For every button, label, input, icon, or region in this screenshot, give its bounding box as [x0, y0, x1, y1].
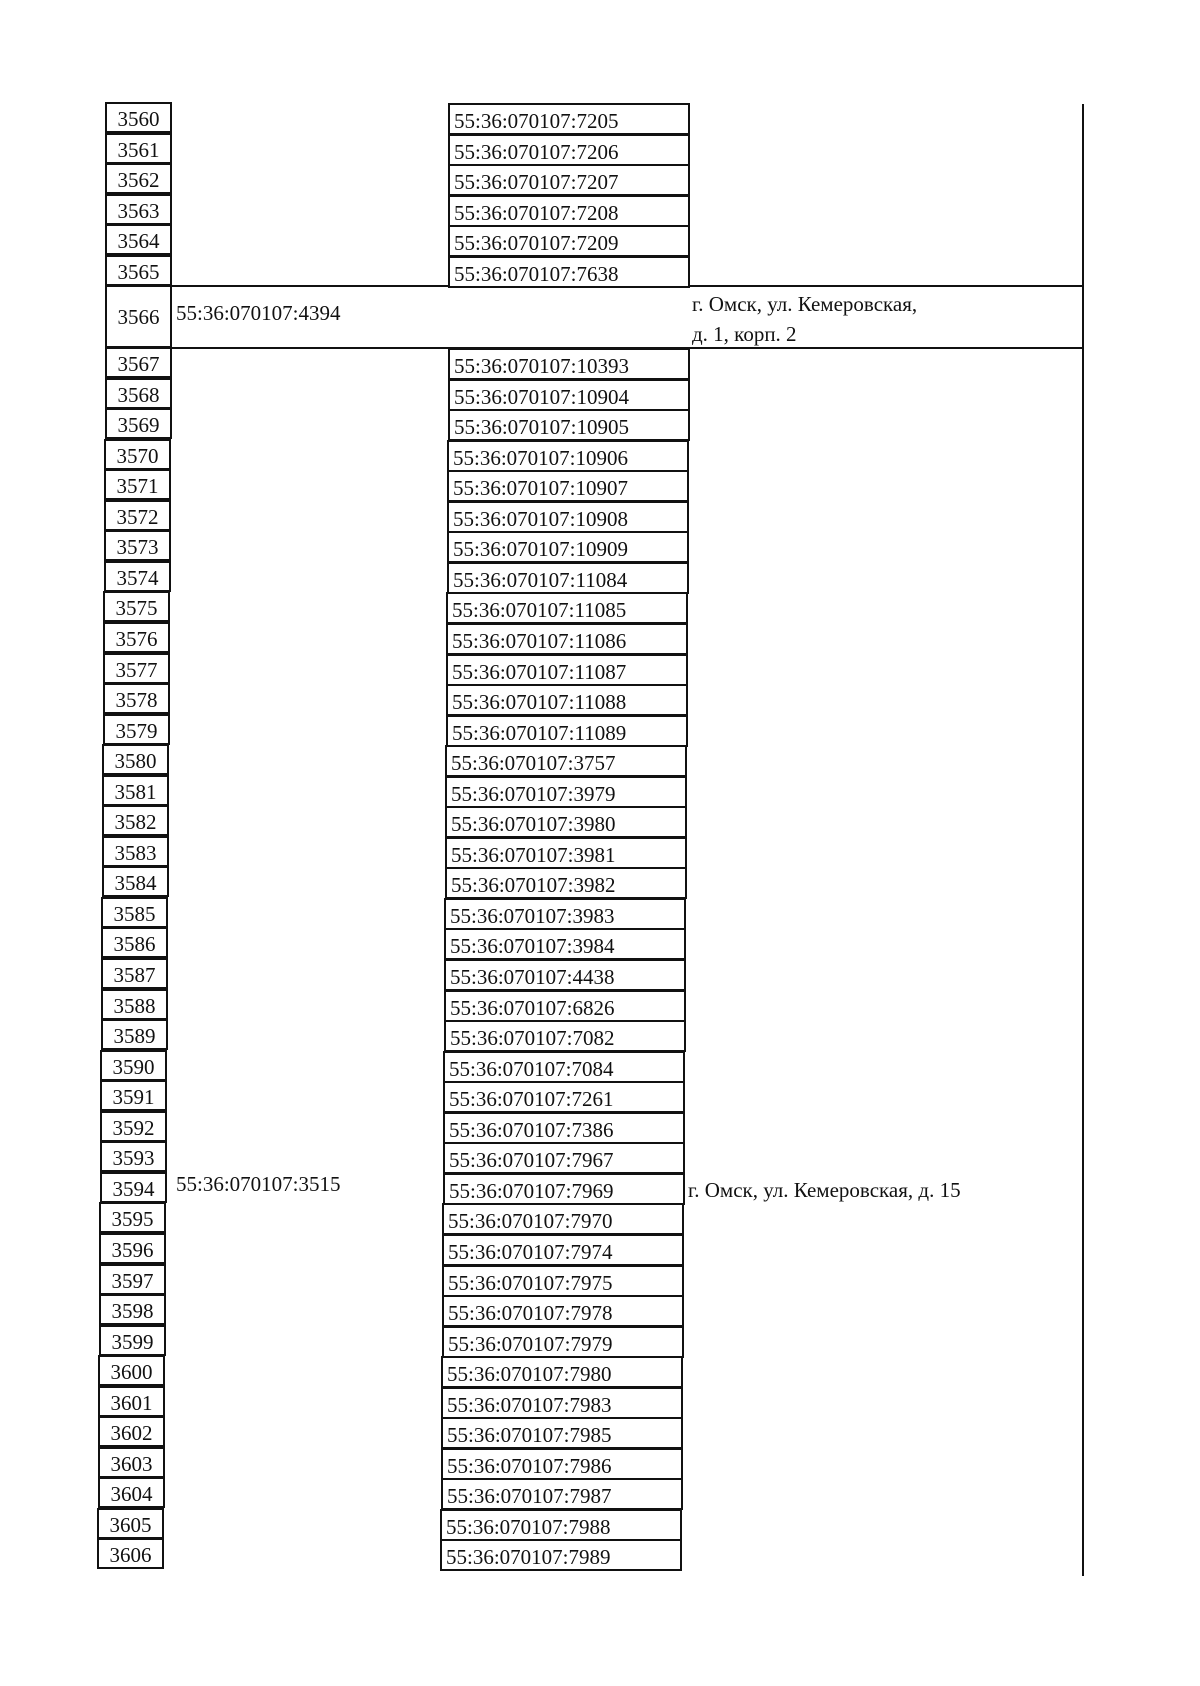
row-number: 3585	[101, 897, 168, 928]
cadastral-number: 55:36:070107:11087	[446, 654, 688, 686]
cadastral-number: 55:36:070107:3980	[445, 806, 687, 838]
cadastral-number: 55:36:070107:7983	[441, 1387, 683, 1419]
cadastral-number: 55:36:070107:7208	[448, 195, 690, 227]
row-number: 3572	[104, 500, 171, 531]
cadastral-number: 55:36:070107:7207	[448, 164, 690, 196]
cadastral-number: 55:36:070107:7261	[443, 1081, 685, 1113]
row-number: 3588	[101, 989, 168, 1020]
cadastral-number: 55:36:070107:7980	[441, 1356, 683, 1388]
cadastral-number: 55:36:070107:7082	[444, 1020, 686, 1052]
cadastral-number: 55:36:070107:7970	[442, 1203, 684, 1235]
cadastral-number: 55:36:070107:3982	[445, 867, 687, 899]
cadastral-number: 55:36:070107:7638	[448, 256, 690, 288]
cadastral-number: 55:36:070107:3979	[445, 776, 687, 808]
cadastral-number: 55:36:070107:11084	[447, 562, 689, 594]
cadastral-number: 55:36:070107:11089	[446, 715, 688, 747]
row-number: 3562	[105, 163, 172, 194]
row-number: 3590	[100, 1050, 167, 1081]
address-line-2: д. 1, корп. 2	[692, 322, 797, 346]
row-number: 3593	[100, 1141, 167, 1172]
row-number: 3602	[98, 1416, 165, 1447]
row-number: 3595	[99, 1202, 166, 1233]
cadastral-number: 55:36:070107:3757	[445, 745, 687, 777]
row-number: 3603	[98, 1447, 165, 1478]
cadastral-number: 55:36:070107:6826	[444, 990, 686, 1022]
parent-cadastral-number-3566: 55:36:070107:4394	[176, 301, 341, 325]
row-number: 3580	[102, 744, 169, 775]
cadastral-number: 55:36:070107:7969	[443, 1173, 685, 1205]
row-number: 3568	[105, 378, 172, 409]
row-number: 3600	[98, 1355, 165, 1386]
cadastral-number: 55:36:070107:11088	[446, 684, 688, 716]
cadastral-number: 55:36:070107:7209	[448, 225, 690, 257]
row-number: 3565	[105, 255, 172, 286]
cadastral-number: 55:36:070107:7975	[442, 1265, 684, 1297]
parent-cadastral-number-group: 55:36:070107:3515	[176, 1172, 341, 1196]
cadastral-number: 55:36:070107:7988	[440, 1509, 682, 1541]
row-number: 3591	[100, 1080, 167, 1111]
row-number: 3586	[101, 927, 168, 958]
row-number: 3583	[102, 836, 169, 867]
row-number: 3579	[103, 714, 170, 745]
cadastral-number: 55:36:070107:7974	[442, 1234, 684, 1266]
cadastral-number: 55:36:070107:10909	[447, 531, 689, 563]
row-number: 3570	[104, 439, 171, 470]
cadastral-number: 55:36:070107:7986	[441, 1448, 683, 1480]
address-line-1: г. Омск, ул. Кемеровская,	[692, 292, 918, 316]
cadastral-number: 55:36:070107:7205	[448, 103, 690, 135]
row-number: 3563	[105, 194, 172, 225]
cadastral-number: 55:36:070107:11085	[446, 592, 688, 624]
cadastral-number: 55:36:070107:7979	[442, 1326, 684, 1358]
row-number: 3575	[103, 591, 170, 622]
row-number: 3587	[101, 958, 168, 989]
cadastral-number: 55:36:070107:7084	[443, 1051, 685, 1083]
row-number: 3577	[103, 653, 170, 684]
row-number: 3601	[98, 1386, 165, 1417]
row-number: 3574	[104, 561, 171, 592]
row-number: 3599	[99, 1325, 166, 1356]
row-number: 3561	[105, 133, 172, 164]
cadastral-number: 55:36:070107:4438	[444, 959, 686, 991]
row-number: 3584	[102, 866, 169, 897]
address-cell-3566	[688, 289, 917, 349]
row-number: 3567	[105, 347, 172, 378]
row-number: 3573	[104, 530, 171, 561]
row-number: 3571	[104, 469, 171, 500]
row-number: 3576	[103, 622, 170, 653]
cadastral-number: 55:36:070107:10905	[448, 409, 690, 441]
cadastral-number: 55:36:070107:10908	[447, 501, 689, 533]
row-number: 3560	[105, 102, 172, 133]
row-number: 3597	[99, 1264, 166, 1295]
row-number-3566: 3566	[105, 285, 172, 348]
row-number: 3582	[102, 805, 169, 836]
row-number: 3581	[102, 775, 169, 806]
cadastral-number: 55:36:070107:10907	[447, 470, 689, 502]
row-number: 3598	[99, 1294, 166, 1325]
cadastral-number: 55:36:070107:7987	[441, 1478, 683, 1510]
cadastral-number: 55:36:070107:7985	[441, 1417, 683, 1449]
cadastral-number: 55:36:070107:10393	[448, 348, 690, 380]
cadastral-number: 55:36:070107:11086	[446, 623, 688, 655]
cadastral-number: 55:36:070107:10906	[447, 440, 689, 472]
cadastral-number: 55:36:070107:7206	[448, 134, 690, 166]
cadastral-number: 55:36:070107:3984	[444, 928, 686, 960]
row-number: 3596	[99, 1233, 166, 1264]
cadastral-number: 55:36:070107:7967	[443, 1142, 685, 1174]
row-number: 3578	[103, 683, 170, 714]
row-number: 3604	[98, 1477, 165, 1508]
row-number: 3564	[105, 224, 172, 255]
cadastral-number: 55:36:070107:7386	[443, 1112, 685, 1144]
row-number: 3589	[101, 1019, 168, 1050]
row-number: 3592	[100, 1111, 167, 1142]
cadastral-number: 55:36:070107:3981	[445, 837, 687, 869]
table-right-border	[1082, 104, 1084, 1576]
cadastral-number: 55:36:070107:3983	[444, 898, 686, 930]
row-number: 3605	[97, 1508, 164, 1539]
cadastral-number: 55:36:070107:10904	[448, 379, 690, 411]
row-number: 3606	[97, 1538, 164, 1569]
address-group: г. Омск, ул. Кемеровская, д. 15	[688, 1178, 961, 1202]
row-number: 3569	[105, 408, 172, 439]
cadastral-number: 55:36:070107:7978	[442, 1295, 684, 1327]
cadastral-number: 55:36:070107:7989	[440, 1539, 682, 1571]
row-number: 3594	[100, 1172, 167, 1203]
